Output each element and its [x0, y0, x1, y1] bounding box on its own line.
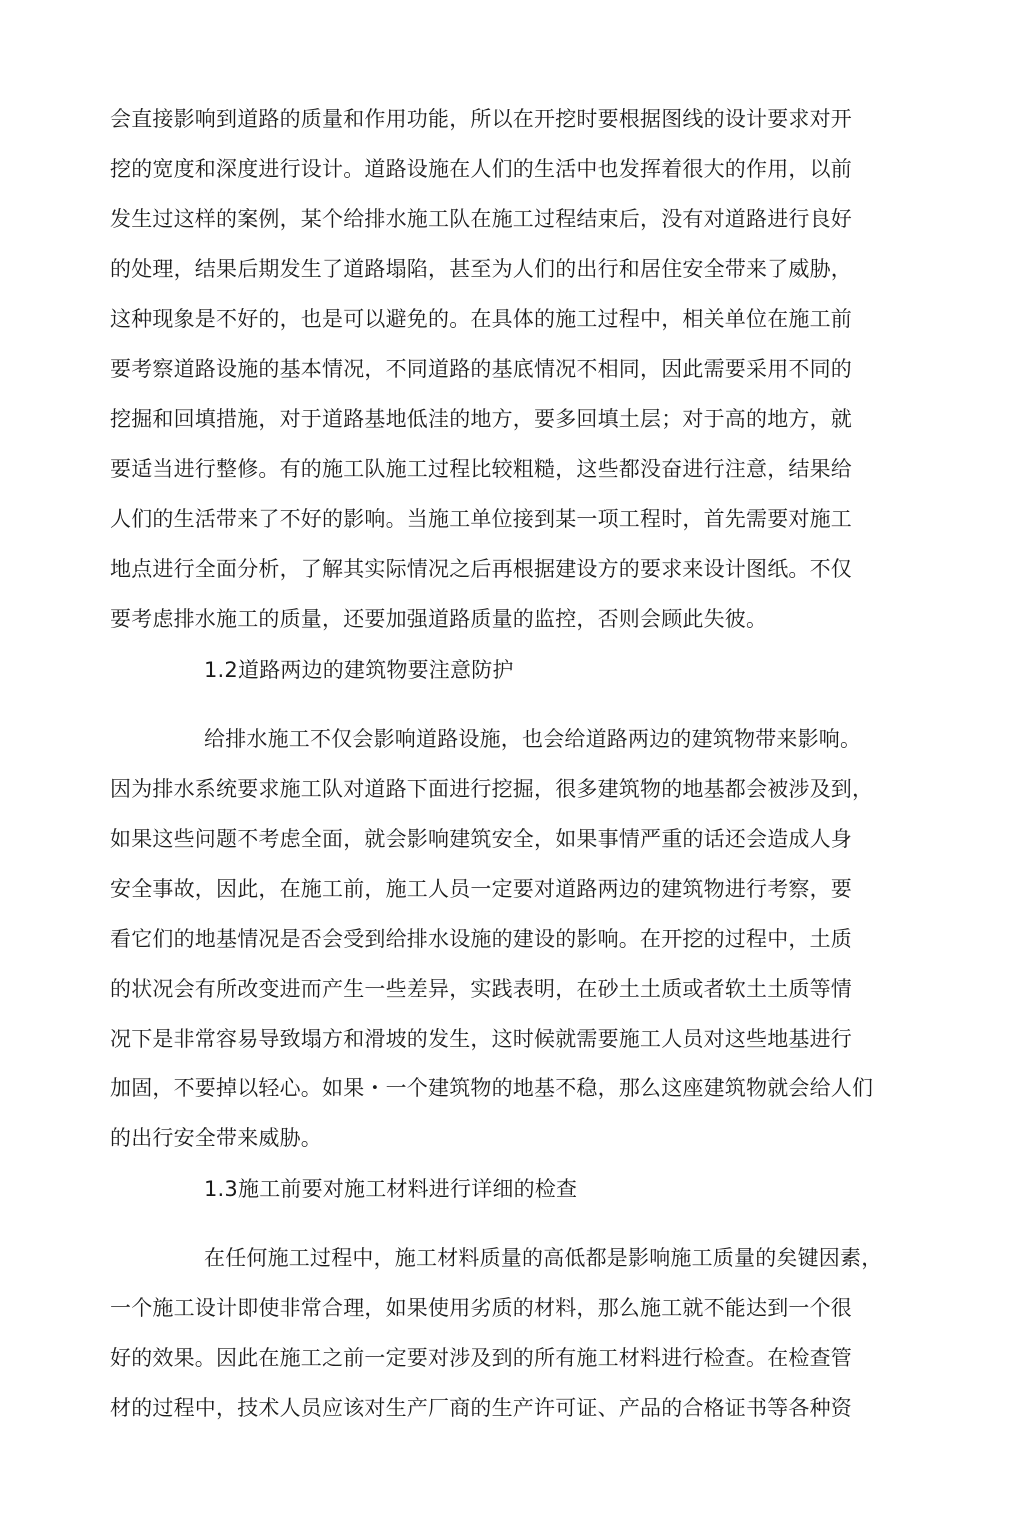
text-line: 这种现象是不好的，也是可以避免的。在具体的施工过程中，相关单位在施工前 [110, 307, 852, 331]
text-line: 况下是非常容易导致塌方和滑坡的发生，这时候就需要施工人员对这些地基进行 [110, 1027, 852, 1051]
text-line: 加固，不要掉以轻心。如果・一个建筑物的地基不稳，那么这座建筑物就会给人们 [110, 1076, 874, 1100]
text-line: 挖掘和回填措施，对于道路基地低洼的地方，要多回填土层；对于高的地方，就 [110, 407, 852, 431]
text-line: 好的效果。因此在施工之前一定要对涉及到的所有施工材料进行检查。在检查管 [110, 1346, 852, 1370]
text-line: 一个施工设计即使非常合理，如果使用劣质的材料，那么施工就不能达到一个很 [110, 1296, 852, 1320]
text-line: 材的过程中，技术人员应该对生产厂商的生产许可证、产品的合格证书等各种资 [110, 1396, 852, 1420]
text-line: 要适当进行整修。有的施工队施工过程比较粗糙，这些都没奋进行注意，结果给 [110, 457, 852, 481]
text-line: 人们的生活带来了不好的影响。当施工单位接到某一项工程时，首先需要对施工 [110, 507, 852, 531]
text-line: 看它们的地基情况是否会受到给排水设施的建设的影响。在开挖的过程中，土质 [110, 927, 852, 951]
text-line: 如果这些问题不考虑全面，就会影响建筑安全，如果事情严重的话还会造成人身 [110, 827, 852, 851]
text-line: 会直接影响到道路的质量和作用功能，所以在开挖时要根据图线的设计要求对开 [110, 107, 852, 131]
text-line: 地点进行全面分析，了解其实际情况之后再根据建设方的要求来设计图纸。不仅 [110, 557, 852, 581]
text-line: 安全事故，因此，在施工前，施工人员一定要对道路两边的建筑物进行考察，要 [110, 877, 852, 901]
text-line: 要考察道路设施的基本情况，不同道路的基底情况不相同，因此需要采用不同的 [110, 357, 852, 381]
section-heading-1-2: 1.2道路两边的建筑物要注意防护 [204, 658, 514, 682]
text-line: 的状况会有所改变进而产生一些差异，实践表明，在砂土土质或者软土土质等情 [110, 977, 852, 1001]
text-line: 因为排水系统要求施工队对道路下面进行挖掘，很多建筑物的地基都会被涉及到， [110, 777, 874, 801]
text-line: 在任何施工过程中，施工材料质量的高低都是影响施工质量的矣键因素， [204, 1246, 883, 1270]
section-heading-1-3: 1.3施工前要对施工材料进行详细的检查 [204, 1177, 578, 1201]
text-line: 挖的宽度和深度进行设计。道路设施在人们的生活中也发挥着很大的作用，以前 [110, 157, 852, 181]
text-line: 的出行安全带来威胁。 [110, 1126, 322, 1150]
text-line: 发生过这样的案例，某个给排水施工队在施工过程结束后，没有对道路进行良好 [110, 207, 852, 231]
text-line: 给排水施工不仅会影响道路设施，也会给道路两边的建筑物带来影响。 [204, 727, 862, 751]
text-line: 的处理，结果后期发生了道路塌陷，甚至为人们的出行和居住安全带来了威胁， [110, 257, 852, 281]
text-line: 要考虑排水施工的质量，还要加强道路质量的监控，否则会顾此失彼。 [110, 607, 768, 631]
